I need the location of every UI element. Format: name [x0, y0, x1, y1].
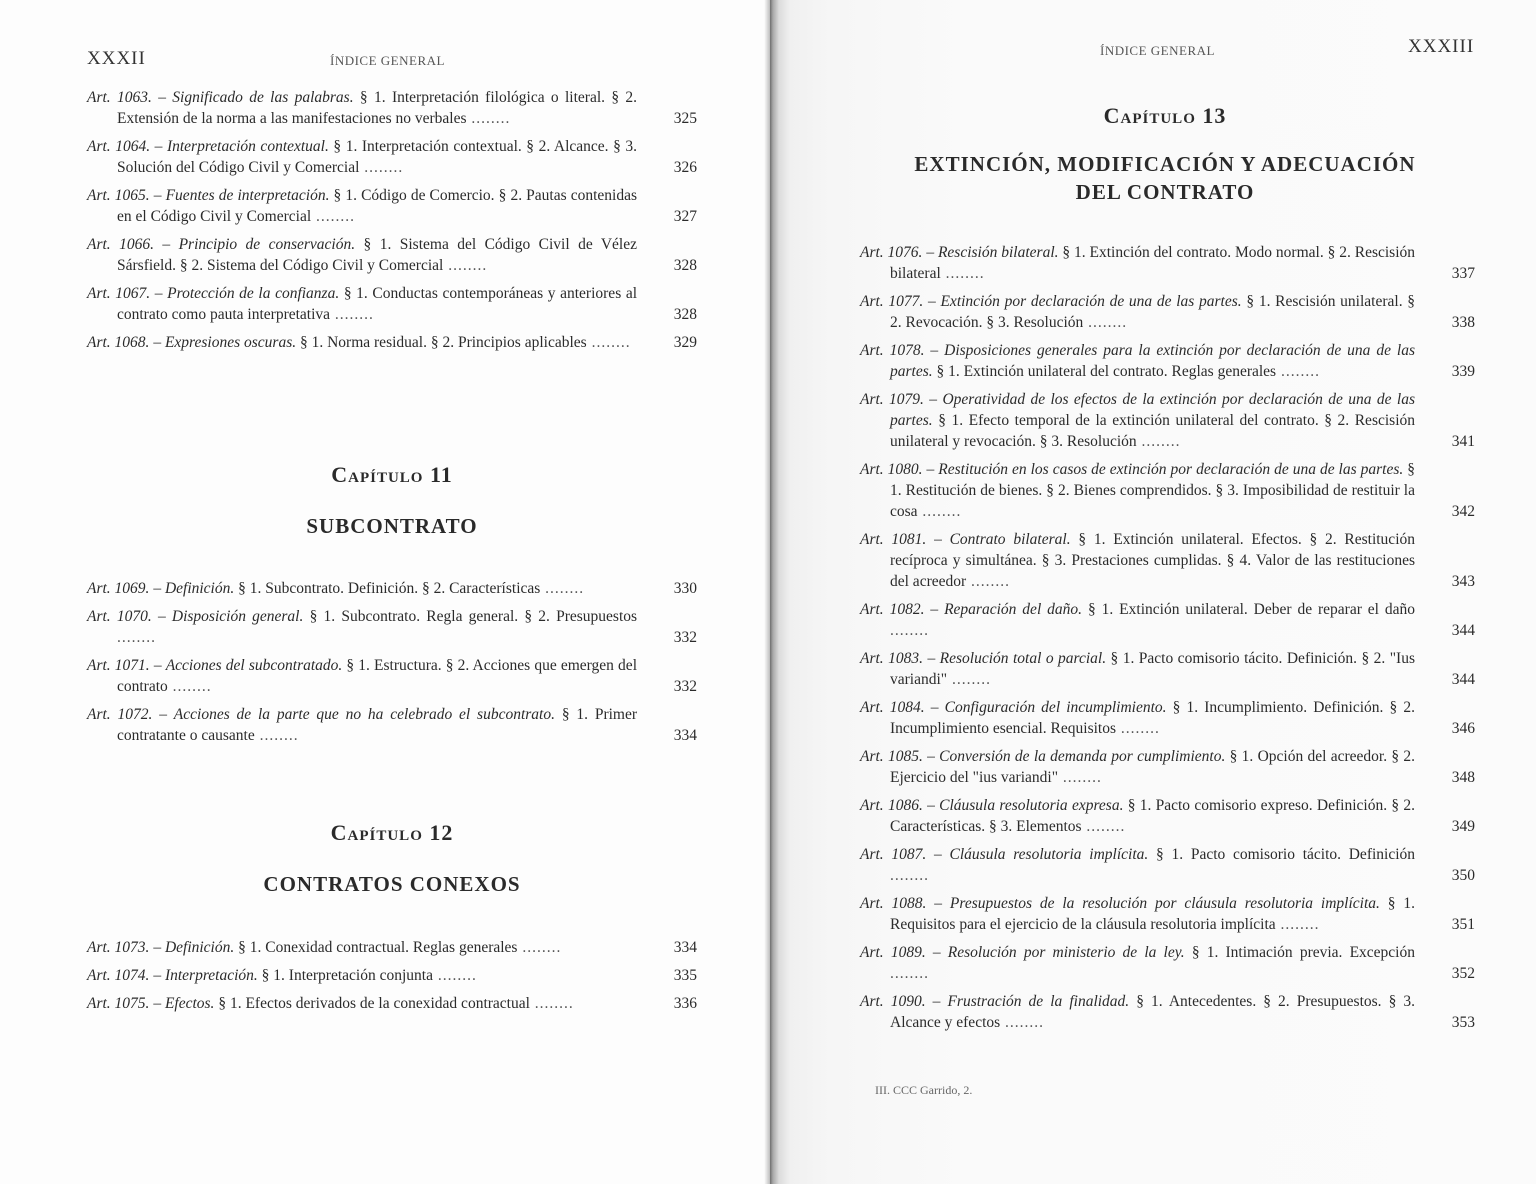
toc-entry-text: Art. 1073. – Definición. § 1. Conexidad contractual. Reglas generales ........ [87, 939, 562, 956]
article-sections: § 1. Pacto comisorio expreso. Definición. § 2. Características. § 3. Elementos [890, 797, 1415, 835]
article-title: Frustración de la finalidad. [947, 993, 1130, 1010]
leader-dots: ........ [1116, 720, 1160, 737]
running-head: ÍNDICE GENERAL [330, 53, 445, 68]
leader-dots: ........ [947, 671, 991, 688]
leader-dots: ........ [1058, 769, 1102, 786]
article-sections: § 1. Interpretación filológica o literal. § 2. Extensión de la norma a las manifestaciones no verbales [117, 89, 638, 127]
article-sections: § 1. Pacto comisorio tácito. Definición [1156, 846, 1416, 863]
article-sections: § 1. Primer contratante o causante [117, 706, 638, 744]
entry-page-number: 346 [1451, 720, 1475, 737]
article-sections: § 1. Incumplimiento. Definición. § 2. Incumplimiento esencial. Requisitos [890, 699, 1416, 737]
article-title: Definición. [164, 580, 235, 597]
article-title: Resolución por ministerio de la ley. [947, 944, 1185, 961]
toc-entry [860, 697, 1475, 739]
article-number: Art. 1078. [860, 342, 925, 359]
toc-entry-text: Art. 1083. – Resolución total o parcial. § 1. Pacto comisorio tácito. Definición. § 2. "Ius variandi" ........ [860, 650, 1415, 688]
article-sections: § 1. Subcontrato. Definición. § 2. Características [238, 580, 541, 597]
toc-entry-text: Art. 1065. – Fuentes de interpretación. § 1. Código de Comercio. § 2. Pautas contenidas en el Código Civil y Comercial ........ [87, 187, 638, 225]
entry-page-number: 348 [1451, 769, 1475, 786]
article-title: Acciones del subcontratado. [165, 657, 343, 674]
toc-group [860, 242, 1475, 1040]
leader-dots: ........ [167, 678, 212, 695]
toc-entry-text: Art. 1084. – Configuración del incumplimiento. § 1. Incumplimiento. Definición. § 2. Incumplimiento esencial. Requisitos ........ [860, 699, 1416, 737]
article-number: Art. 1082. [860, 601, 925, 618]
toc-entry [87, 136, 697, 178]
toc-entry-text: Art. 1070. – Disposición general. § 1. Subcontrato. Regla general. § 2. Presupuestos ........ [87, 608, 638, 646]
entry-page-number: 350 [1451, 867, 1475, 884]
leader-dots: ........ [254, 727, 299, 744]
article-title: Restitución en los casos de extinción por declaración de una de las partes. [938, 461, 1404, 478]
article-sections: § 1. Efectos derivados de la conexidad contractual [218, 995, 530, 1012]
article-number: Art. 1076. [860, 244, 923, 261]
article-title: Operatividad de los efectos de la extinción por declaración de una de las partes. [890, 391, 1415, 429]
toc-entry-text: Art. 1085. – Conversión de la demanda por cumplimiento. § 1. Opción del acreedor. § 2. Ejercicio del "ius variandi" ........ [860, 748, 1416, 786]
toc-entry [860, 991, 1475, 1033]
entry-page-number: 338 [1451, 314, 1475, 331]
article-title: Reparación del daño. [944, 601, 1083, 618]
toc-entry [860, 648, 1475, 690]
toc-entry-text: Art. 1080. – Restitución en los casos de extinción por declaración de una de las partes. § 1. Restitución de bienes. § 2. Bienes comprendidos. § 3. Imposibilidad de restituir la cosa ........ [860, 461, 1416, 520]
article-title: Principio de conservación. [178, 236, 356, 253]
leader-dots: ........ [359, 159, 404, 176]
toc-entry [87, 185, 697, 227]
chapter-label: Capítulo 11 [331, 462, 453, 487]
toc-entry-text: Art. 1077. – Extinción por declaración de una de las partes. § 1. Rescisión unilateral. § 2. Revocación. § 3. Resolución ........ [860, 293, 1416, 331]
leader-dots: ........ [1000, 1014, 1045, 1031]
article-title: Efectos. [164, 995, 215, 1012]
leader-dots: ........ [1276, 363, 1320, 380]
article-number: Art. 1074. [87, 967, 150, 984]
article-number: Art. 1083. [860, 650, 923, 667]
article-title: Fuentes de interpretación. [165, 187, 330, 204]
article-sections: § 1. Efecto temporal de la extinción unilateral del contrato. § 2. Rescisión unilateral y revocación. § 3. Resolución [890, 412, 1415, 450]
article-sections: § 1. Rescisión unilateral. § 2. Revocación. § 3. Resolución [890, 293, 1416, 331]
chapter-label: Capítulo 13 [1103, 103, 1227, 128]
leader-dots: ........ [540, 580, 585, 597]
article-title: Acciones de la parte que no ha celebrado el subcontrato. [173, 706, 555, 723]
toc-entry [860, 893, 1475, 935]
toc-entry [87, 234, 697, 276]
article-sections: § 1. Interpretación contextual. § 2. Alcance. § 3. Solución del Código Civil y Comercial [117, 138, 637, 176]
entry-page-number: 342 [1451, 503, 1475, 520]
article-number: Art. 1079. [860, 391, 924, 408]
article-number: Art. 1087. [860, 846, 927, 863]
entry-page-number: 329 [673, 334, 697, 351]
article-title: Interpretación contextual. [166, 138, 329, 155]
toc-entry-text: Art. 1088. – Presupuestos de la resolución por cláusula resolutoria implícita. § 1. Requisitos para el ejercicio de la cláusula resolutoria implícita ........ [860, 895, 1415, 933]
article-number: Art. 1069. [87, 580, 150, 597]
article-number: Art. 1084. [860, 699, 925, 716]
entry-page-number: 351 [1451, 916, 1475, 933]
leader-dots: ........ [1275, 916, 1320, 933]
toc-entry [860, 459, 1475, 522]
toc-entry [87, 87, 697, 129]
toc-entry-text: Art. 1066. – Principio de conservación. § 1. Sistema del Código Civil de Vélez Sársfield. § 2. Sistema del Código Civil y Comercial ........ [87, 236, 637, 274]
entry-page-number: 343 [1451, 573, 1475, 590]
toc-entry-text: Art. 1078. – Disposiciones generales para la extinción por declaración de una de las partes. § 1. Extinción unilateral del contrato. Reglas generales ........ [860, 342, 1416, 380]
toc-entry-text: Art. 1076. – Rescisión bilateral. § 1. Extinción del contrato. Modo normal. § 2. Rescisión bilateral ........ [860, 244, 1416, 282]
entry-page-number: 327 [673, 208, 697, 225]
toc-entry [87, 704, 697, 746]
article-number: Art. 1063. [87, 89, 152, 106]
article-number: Art. 1089. [860, 944, 926, 961]
article-sections: § 1. Intimación previa. Excepción [1191, 944, 1415, 961]
toc-entry [860, 795, 1475, 837]
article-title: Cláusula resolutoria expresa. [939, 797, 1124, 814]
article-number: Art. 1066. [87, 236, 154, 253]
leader-dots: ........ [517, 939, 562, 956]
toc-entry [860, 529, 1475, 592]
page-number: XXXIII [1408, 36, 1475, 57]
toc-entry-text: Art. 1064. – Interpretación contextual. § 1. Interpretación contextual. § 2. Alcance. § 3. Solución del Código Civil y Comercial ........ [87, 138, 637, 176]
article-title: Contrato bilateral. [949, 531, 1071, 548]
entry-page-number: 334 [673, 939, 697, 956]
article-sections: § 1. Extinción unilateral del contrato. Reglas generales [936, 363, 1277, 380]
article-number: Art. 1065. [87, 187, 150, 204]
leader-dots: ........ [940, 265, 985, 282]
entry-page-number: 344 [1451, 622, 1475, 639]
entry-page-number: 344 [1451, 671, 1475, 688]
article-number: Art. 1064. [87, 138, 151, 155]
toc-group [87, 578, 697, 753]
article-title: Protección de la confianza. [167, 285, 340, 302]
article-title: Rescisión bilateral. [937, 244, 1059, 261]
leader-dots: ........ [890, 965, 929, 982]
article-sections: § 1. Extinción unilateral. Efectos. § 2. Restitución recíproca y simultánea. § 3. Prestaciones cumplidas. § 4. Valor de las restituciones del acreedor [890, 531, 1415, 590]
chapter-title-line: EXTINCIÓN, MODIFICACIÓN Y ADECUACIÓN [914, 152, 1416, 176]
article-number: Art. 1090. [860, 993, 926, 1010]
article-title: Expresiones oscuras. [164, 334, 297, 351]
article-number: Art. 1073. [87, 939, 150, 956]
toc-entry [860, 291, 1475, 333]
article-number: Art. 1070. [87, 608, 152, 625]
article-title: Extinción por declaración de una de las partes. [940, 293, 1242, 310]
entry-page-number: 349 [1451, 818, 1475, 835]
article-number: Art. 1077. [860, 293, 924, 310]
chapter-title [860, 150, 1470, 206]
leader-dots: ........ [1081, 818, 1126, 835]
article-number: Art. 1075. [87, 995, 150, 1012]
toc-entry-text: Art. 1074. – Interpretación. § 1. Interpretación conjunta ........ [87, 967, 477, 984]
entry-page-number: 332 [673, 629, 697, 646]
toc-entry-text: Art. 1071. – Acciones del subcontratado. § 1. Estructura. § 2. Acciones que emergen del contrato ........ [87, 657, 637, 695]
article-number: Art. 1080. [860, 461, 923, 478]
entry-page-number: 332 [673, 678, 697, 695]
article-title: Cláusula resolutoria implícita. [949, 846, 1149, 863]
toc-entry [87, 283, 697, 325]
article-title: Conversión de la demanda por cumplimiento. [939, 748, 1226, 765]
footer-note: III. CCC Garrido, 2. [875, 1083, 973, 1097]
toc-entry [87, 332, 697, 353]
leader-dots: ........ [890, 622, 929, 639]
toc-entry-text: Art. 1086. – Cláusula resolutoria expresa. § 1. Pacto comisorio expreso. Definición. § 2. Características. § 3. Elementos ........ [860, 797, 1415, 835]
article-title: Resolución total o parcial. [939, 650, 1107, 667]
entry-page-number: 330 [673, 580, 697, 597]
right-page [770, 0, 1536, 1184]
leader-dots: ........ [966, 573, 1011, 590]
article-title: Significado de las palabras. [172, 89, 354, 106]
leader-dots: ........ [311, 208, 356, 225]
entry-page-number: 335 [673, 967, 697, 984]
article-sections: § 1. Sistema del Código Civil de Vélez Sársfield. § 2. Sistema del Código Civil y Comercial [117, 236, 637, 274]
toc-entry-text: Art. 1067. – Protección de la confianza. § 1. Conductas contemporáneas y anteriores al contrato como pauta interpretativa ........ [87, 285, 638, 323]
toc-group [87, 937, 697, 1021]
toc-entry [860, 942, 1475, 984]
entry-page-number: 339 [1451, 363, 1475, 380]
running-head: ÍNDICE GENERAL [1100, 43, 1215, 58]
article-number: Art. 1071. [87, 657, 150, 674]
article-number: Art. 1085. [860, 748, 923, 765]
article-sections: § 1. Antecedentes. § 2. Presupuestos. § 3. Alcance y efectos [890, 993, 1416, 1031]
article-title: Presupuestos de la resolución por cláusula resolutoria implícita. [949, 895, 1380, 912]
chapter-title: CONTRATOS CONEXOS [263, 872, 521, 896]
article-title: Disposición general. [171, 608, 304, 625]
article-sections: § 1. Conexidad contractual. Reglas generales [238, 939, 518, 956]
toc-entry-text: Art. 1090. – Frustración de la finalidad. § 1. Antecedentes. § 2. Presupuestos. § 3. Alcance y efectos ........ [860, 993, 1416, 1031]
toc-entry [860, 599, 1475, 641]
toc-entry [87, 578, 697, 599]
leader-dots: ........ [432, 967, 477, 984]
article-sections: § 1. Conductas contemporáneas y anteriores al contrato como pauta interpretativa [117, 285, 638, 323]
entry-page-number: 334 [673, 727, 697, 744]
article-title: Configuración del incumplimiento. [944, 699, 1167, 716]
entry-page-number: 328 [673, 257, 697, 274]
chapter-label: Capítulo 12 [330, 820, 454, 845]
toc-entry-text: Art. 1087. – Cláusula resolutoria implícita. § 1. Pacto comisorio tácito. Definición ........ [860, 846, 1416, 884]
article-sections: § 1. Subcontrato. Regla general. § 2. Presupuestos [309, 608, 638, 625]
article-sections: § 1. Interpretación conjunta [261, 967, 433, 984]
article-sections: § 1. Pacto comisorio tácito. Definición. § 2. "Ius variandi" [890, 650, 1415, 688]
leader-dots: ........ [1136, 433, 1181, 450]
toc-entry [860, 242, 1475, 284]
leader-dots: ........ [890, 867, 929, 884]
toc-entry-text: Art. 1072. – Acciones de la parte que no ha celebrado el subcontrato. § 1. Primer contratante o causante ........ [87, 706, 638, 744]
leader-dots: ........ [1083, 314, 1128, 331]
leader-dots: ........ [917, 503, 962, 520]
page-number: XXXII [87, 48, 146, 69]
article-sections: § 1. Opción del acreedor. § 2. Ejercicio del "ius variandi" [890, 748, 1416, 786]
toc-entry-text: Art. 1068. – Expresiones oscuras. § 1. Norma residual. § 2. Principios aplicables ........ [87, 334, 631, 351]
toc-entry [87, 937, 697, 958]
article-sections: § 1. Código de Comercio. § 2. Pautas contenidas en el Código Civil y Comercial [117, 187, 638, 225]
leader-dots: ........ [586, 334, 631, 351]
entry-page-number: 337 [1451, 265, 1475, 282]
toc-entry-text: Art. 1069. – Definición. § 1. Subcontrato. Definición. § 2. Características ........ [87, 580, 585, 597]
toc-entry-text: Art. 1089. – Resolución por ministerio de la ley. § 1. Intimación previa. Excepción ........ [860, 944, 1415, 982]
article-sections: § 1. Restitución de bienes. § 2. Bienes comprendidos. § 3. Imposibilidad de restituir la cosa [890, 461, 1416, 520]
article-title: Interpretación. [164, 967, 258, 984]
toc-entry-text: Art. 1082. – Reparación del daño. § 1. Extinción unilateral. Deber de reparar el daño ........ [860, 601, 1416, 639]
toc-entry-text: Art. 1079. – Operatividad de los efectos de la extinción por declaración de una de las partes. § 1. Efecto temporal de la extinción unilateral del contrato. § 2. Rescisión unilateral y revocación. § 3. Resolución ........ [860, 391, 1415, 450]
leader-dots: ........ [443, 257, 488, 274]
article-number: Art. 1086. [860, 797, 923, 814]
article-number: Art. 1068. [87, 334, 150, 351]
leader-dots: ........ [330, 306, 374, 323]
entry-page-number: 352 [1451, 965, 1475, 982]
toc-entry-text: Art. 1075. – Efectos. § 1. Efectos derivados de la conexidad contractual ........ [87, 995, 574, 1012]
toc-entry [860, 340, 1475, 382]
article-number: Art. 1081. [860, 531, 927, 548]
chapter-title-line: DEL CONTRATO [1075, 180, 1255, 204]
article-sections: § 1. Requisitos para el ejercicio de la cláusula resolutoria implícita [890, 895, 1415, 933]
leader-dots: ........ [117, 629, 156, 646]
toc-entry [860, 844, 1475, 886]
article-number: Art. 1088. [860, 895, 927, 912]
entry-page-number: 326 [673, 159, 697, 176]
toc-entry [860, 389, 1475, 452]
toc-entry [87, 993, 697, 1014]
entry-page-number: 325 [673, 110, 697, 127]
article-sections: § 1. Extinción unilateral. Deber de reparar el daño [1087, 601, 1416, 618]
toc-group [87, 87, 697, 360]
leader-dots: ........ [466, 110, 511, 127]
toc-entry [860, 746, 1475, 788]
entry-page-number: 353 [1451, 1014, 1475, 1031]
article-title: Disposiciones generales para la extinción por declaración de una de las partes. [890, 342, 1416, 380]
entry-page-number: 336 [673, 995, 697, 1012]
article-sections: § 1. Extinción del contrato. Modo normal. § 2. Rescisión bilateral [890, 244, 1416, 282]
article-number: Art. 1067. [87, 285, 151, 302]
entry-page-number: 341 [1451, 433, 1475, 450]
toc-entry-text: Art. 1081. – Contrato bilateral. § 1. Extinción unilateral. Efectos. § 2. Restitución recíproca y simultánea. § 3. Prestaciones cumplidas. § 4. Valor de las restituciones del acreedor ........ [860, 531, 1415, 590]
toc-entry [87, 655, 697, 697]
article-number: Art. 1072. [87, 706, 153, 723]
entry-page-number: 328 [673, 306, 697, 323]
article-sections: § 1. Norma residual. § 2. Principios aplicables [299, 334, 587, 351]
leader-dots: ........ [529, 995, 574, 1012]
toc-entry [87, 965, 697, 986]
article-sections: § 1. Estructura. § 2. Acciones que emergen del contrato [117, 657, 637, 695]
article-title: Definición. [164, 939, 235, 956]
toc-entry [87, 606, 697, 648]
chapter-title: SUBCONTRATO [306, 514, 478, 538]
toc-entry-text: Art. 1063. – Significado de las palabras. § 1. Interpretación filológica o literal. § 2. Extensión de la norma a las manifestaciones no verbales ........ [87, 89, 638, 127]
